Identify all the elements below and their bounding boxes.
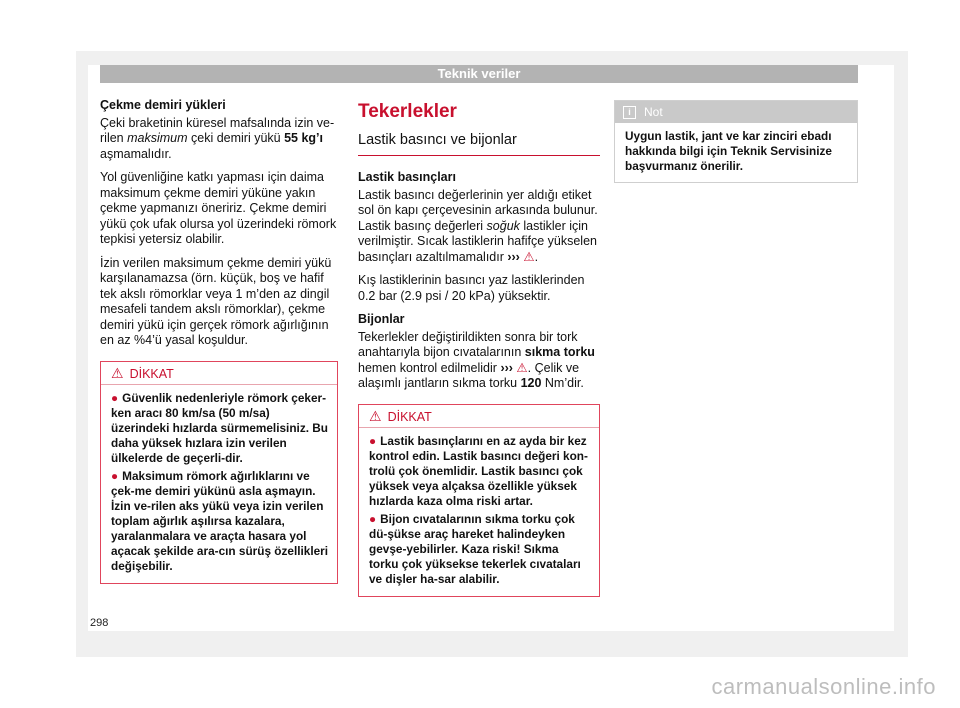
warning-item: ● Maksimum römork ağırlıklarını ve çek-me demiri yükünü asla aşmayın. İzin ve-rilen aks yükü veya izin verilen toplam ağırlık aşılırsa kazalara, yaralanmalara ve araçta hasara yol açacak şekilde ara-cın sürüş özellikleri değişebilir. — [111, 468, 329, 573]
note-body: Uygun lastik, jant ve kar zinciri ebadı hakkında bilgi için Teknik Servisinize başvurmanız önerilir. — [625, 129, 832, 173]
cross-reference-link[interactable]: ››› — [507, 249, 520, 264]
warning-body — [101, 385, 337, 583]
note-header: i Not — [615, 101, 857, 123]
note-box — [614, 100, 858, 183]
watermark: carmanualsonline.info — [711, 674, 936, 699]
tyre-pressure-section-title: Lastik basıncı ve bijonlar — [358, 131, 600, 156]
winter-tyre-paragraph: Kış lastiklerinin basıncı yaz lastiklerinden 0.2 bar (2.9 psi / 20 kPa) yüksektir. — [358, 273, 585, 303]
tyre-pressure-heading: Lastik basınçları — [358, 170, 456, 184]
towbar-load-paragraph-3: İzin verilen maksimum çekme demiri yükü karşılanamazsa (örn. küçük, boş ve hafif tek akslı römorklar veya 1 m’den az dingil mesafeli tandem akslı römorklar), çekme demiri yükü için gerçek römork ağırlığının en az %4’ü yasal koşuldur. — [100, 255, 332, 347]
towbar-load-heading: Çekme demiri yükleri — [100, 98, 226, 112]
cross-reference-link[interactable]: ››› — [500, 360, 513, 375]
warning-item: ● Bijon cıvatalarının sıkma torku çok dü-şükse araç hareket halindeyken gevşe-yebilirler. Kaza riski! Sıkma torku çok yüksekse tekerlek cıvataları ve dişler ha-sar alabilir. — [369, 511, 581, 586]
towbar-load-paragraph-1: Çeki braketinin küresel mafsalında izin ve-rilen maksimum çeki demiri yükü 55 kg’ı aşmamalıdır. — [100, 115, 335, 161]
towbar-load-paragraph-2: Yol güvenliğine katkı yapması için daima maksimum çekme demiri yüküne yakın çekme yapmanızı öneririz. Çekme demiri yükü çok ufak olursa yol üzerindeki römork tepkisi yetersiz olabilir. — [100, 170, 337, 246]
column-note — [614, 100, 858, 183]
warning-box-wheels — [358, 404, 600, 597]
warning-triangle-icon: ⚠ — [369, 407, 382, 424]
warning-item: ● Lastik basınçlarını en az ayda bir kez kontrol edin. Lastik basıncı değeri kon-trolü çok önemlidir. Lastik basıncı çok yüksek veya alçaksa özellikle yüksek hızlarda kaza olma riski artar. — [369, 433, 588, 508]
bullet-icon: ● — [111, 390, 119, 405]
warning-header: ⚠ DİKKAT — [359, 405, 599, 428]
warning-item: ● Güvenlik nedenleriyle römork çeker-ken aracı 80 km/sa (50 m/sa) üzerindeki hızlarda sürmemelisiniz. Bu daha yüksek hızlara izin verilen ülkelerde de geçerli-dir. — [111, 390, 328, 465]
column-wheels — [358, 101, 600, 597]
bullet-icon: ● — [369, 511, 377, 526]
column-towing — [100, 98, 338, 584]
page-number: 298 — [90, 617, 109, 629]
warning-triangle-icon: ⚠ — [523, 249, 535, 264]
warning-triangle-icon: ⚠ — [111, 364, 124, 381]
wheel-bolts-heading: Bijonlar — [358, 312, 405, 326]
chapter-header: Teknik veriler — [100, 65, 858, 83]
info-icon: i — [623, 106, 636, 119]
bullet-icon: ● — [369, 433, 377, 448]
warning-header: ⚠ DİKKAT — [101, 362, 337, 385]
warning-body — [359, 428, 599, 596]
wheels-title: Tekerlekler — [358, 101, 457, 122]
wheel-bolts-paragraph: Tekerlekler değiştirildikten sonra bir tork anahtarıyla bijon cıvatalarının sıkma torku hemen kontrol edilmelidir ››› ⚠. Çelik ve alaşımlı jantların sıkma torku 120 Nm’dir. — [358, 329, 595, 390]
bullet-icon: ● — [111, 468, 119, 483]
tyre-pressure-paragraph: Lastik basıncı değerlerinin yer aldığı etiket sol ön kapı çerçevesinin arkasında bulunur. Lastik basınç değerleri soğuk lastikler için verilmiştir. Sıcak lastiklerin hafifçe yükselen basınçları azaltılmamalıdır ››› ⚠. — [358, 187, 598, 264]
warning-triangle-icon: ⚠ — [516, 360, 528, 375]
warning-box-towing — [100, 361, 338, 584]
